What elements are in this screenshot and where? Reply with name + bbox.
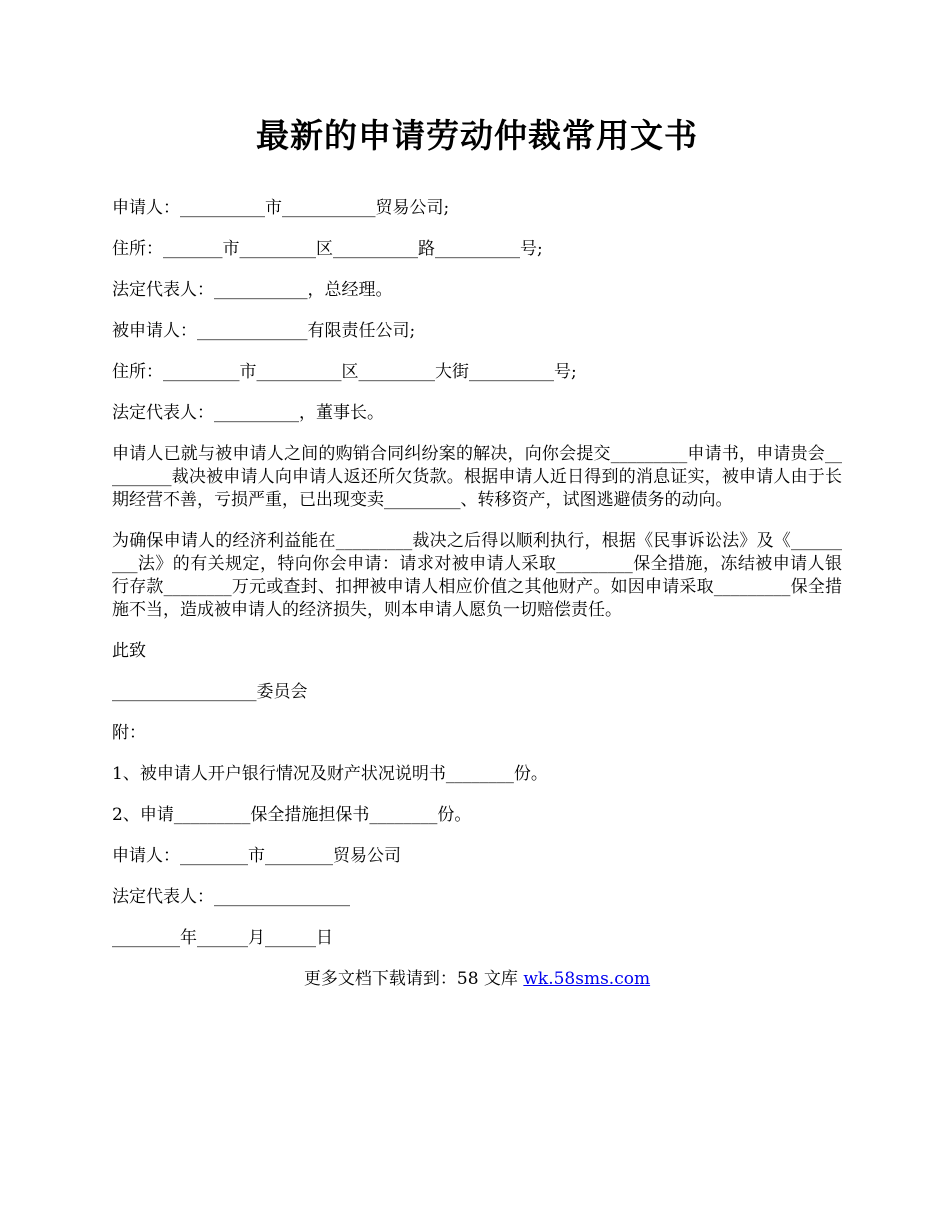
attachment-item-1: 1、被申请人开户银行情况及财产状况说明书________份。 <box>112 764 548 784</box>
applicant-address-line: 住所：_______市_________区__________路__________号; <box>112 239 543 259</box>
salutation-line: 此致 <box>112 641 146 661</box>
download-footer <box>112 968 842 991</box>
respondent-line: 被申请人：_____________有限责任公司; <box>112 321 416 341</box>
facts-paragraph: 申请人已就与被申请人之间的购销合同纠纷案的解决，向你会提交_________申请书，申请贵会_________裁决被申请人向申请人返还所欠货款。根据申请人近日得到的消息证实，被申请人由于长期经营不善，亏损严重，已出现变卖_________、转移资产，试图逃避债务的动向。 <box>112 444 842 510</box>
respondent-address-line: 住所：_________市__________区_________大街__________号; <box>112 362 577 382</box>
respondent-representative-line: 法定代表人：__________，董事长。 <box>112 403 384 423</box>
footer-link[interactable]: wk.58sms.com <box>523 969 651 989</box>
signature-applicant-line: 申请人：________市________贸易公司 <box>112 846 401 866</box>
request-paragraph: 为确保申请人的经济利益能在_________裁决之后得以顺利执行，根据《民事诉讼法》及《_________法》的有关规定，特向你会申请：请求对被申请人采取_________保全措施，冻结被申请人银行存款________万元或查封、扣押被申请人相应价值之其他财产。如因申请采取_________保全措施不当，造成被申请人的经济损失，则本申请人愿负一切赔偿责任。 <box>112 531 842 620</box>
applicant-line: 申请人：__________市___________贸易公司; <box>112 198 450 218</box>
committee-line: _________________委员会 <box>112 682 308 702</box>
document-title: 最新的申请劳动仲裁常用文书 <box>256 116 698 155</box>
footer-text: 更多文档下载请到：58 文库 <box>303 969 524 989</box>
document-page <box>112 108 842 991</box>
attachment-heading: 附： <box>112 723 146 743</box>
date-line: ________年______月______日 <box>112 928 333 948</box>
signature-representative-line: 法定代表人：________________ <box>112 887 350 907</box>
attachment-item-2: 2、申请_________保全措施担保书________份。 <box>112 805 472 825</box>
applicant-representative-line: 法定代表人：___________，总经理。 <box>112 280 393 300</box>
